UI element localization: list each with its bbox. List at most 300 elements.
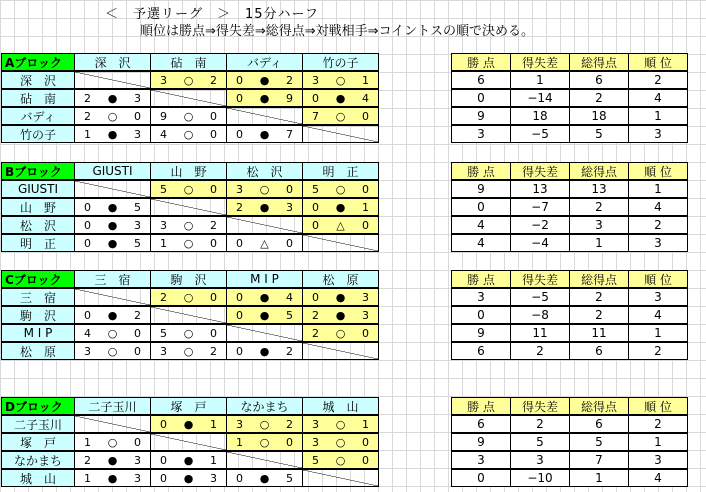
result-cell	[302, 433, 379, 451]
standings-value: 4	[451, 234, 511, 252]
score: 3	[134, 453, 141, 467]
score: 0	[134, 326, 141, 340]
result-cell	[302, 324, 379, 342]
score: 3	[312, 435, 319, 449]
standings-row	[452, 199, 690, 217]
result-mark: ●	[107, 471, 118, 485]
result-mark: ○	[335, 453, 346, 467]
standings-row	[452, 90, 690, 108]
block-1-standings	[452, 163, 690, 253]
standings-value: 1	[628, 433, 688, 451]
result-mark: ●	[259, 91, 270, 105]
result-cell	[226, 107, 303, 125]
block-header-row	[2, 163, 382, 181]
result-cell	[74, 451, 151, 469]
score: 3	[84, 344, 91, 358]
score: 0	[210, 326, 217, 340]
result-cell	[74, 216, 151, 234]
opponent-header: 深 沢	[74, 53, 151, 71]
opponent-header: M I P	[226, 270, 303, 288]
standings-value: 5	[510, 433, 570, 451]
standings-header: 順 位	[628, 162, 688, 180]
opponent-header: 砧 南	[150, 53, 227, 71]
result-cell	[226, 125, 303, 143]
standings-value: 2	[510, 415, 570, 433]
team-name: 二子玉川	[1, 415, 75, 433]
result-cell	[150, 125, 227, 143]
score: 5	[286, 471, 293, 485]
result-cell	[150, 288, 227, 306]
standings-value: 11	[569, 324, 629, 342]
team-row	[2, 199, 382, 217]
result-cell	[226, 469, 303, 487]
standings-row	[452, 325, 690, 343]
result-mark: ●	[335, 91, 346, 105]
team-row	[2, 343, 382, 361]
score: 2	[286, 73, 293, 87]
team-name: GIUSTI	[1, 180, 75, 198]
result-cell	[74, 288, 151, 306]
team-name: なかまち	[1, 451, 75, 469]
score: 1	[84, 127, 91, 141]
score: 4	[362, 91, 369, 105]
standings-header: 得失差	[510, 53, 570, 71]
team-row	[2, 126, 382, 144]
score: 2	[134, 308, 141, 322]
score: 3	[160, 218, 167, 232]
standings-value: 2	[628, 415, 688, 433]
result-mark: ●	[107, 453, 118, 467]
standings-header: 勝 点	[451, 397, 511, 415]
score: 3	[160, 73, 167, 87]
result-mark: ○	[107, 435, 118, 449]
block-3-table	[2, 398, 382, 488]
standings-value: −8	[510, 306, 570, 324]
block-header-row	[2, 271, 382, 289]
result-cell	[226, 324, 303, 342]
team-name: 駒 沢	[1, 306, 75, 324]
score: 0	[312, 200, 319, 214]
page-title: ＜ 予選リーグ ＞ 15分ハーフ	[105, 7, 319, 22]
score: 5	[160, 182, 167, 196]
standings-value: 1	[628, 180, 688, 198]
standings-row	[452, 470, 690, 488]
result-mark: △	[260, 236, 269, 250]
standings-value: 4	[628, 198, 688, 216]
score: 3	[160, 344, 167, 358]
standings-value: 7	[569, 451, 629, 469]
score: 0	[286, 236, 293, 250]
score: 2	[312, 308, 319, 322]
team-name: バディ	[1, 107, 75, 125]
standings-value: 9	[451, 433, 511, 451]
standings-header: 総得点	[569, 162, 629, 180]
result-mark: ○	[335, 417, 346, 431]
score: 0	[362, 182, 369, 196]
standings-value: 13	[510, 180, 570, 198]
score: 0	[84, 236, 91, 250]
result-cell	[226, 415, 303, 433]
result-cell	[302, 451, 379, 469]
team-name: 松 原	[1, 342, 75, 360]
standings-row	[452, 452, 690, 470]
score: 3	[362, 308, 369, 322]
result-mark: ○	[183, 290, 194, 304]
score: 2	[236, 200, 243, 214]
team-name: 明 正	[1, 234, 75, 252]
standings-header: 勝 点	[451, 162, 511, 180]
result-mark: ○	[259, 182, 270, 196]
result-cell	[226, 89, 303, 107]
score: 3	[236, 182, 243, 196]
score: 5	[312, 453, 319, 467]
score: 3	[312, 417, 319, 431]
result-mark: ●	[259, 471, 270, 485]
standings-value: 6	[451, 415, 511, 433]
score: 0	[210, 236, 217, 250]
score: 0	[236, 236, 243, 250]
standings-value: 6	[569, 342, 629, 360]
result-cell	[302, 288, 379, 306]
standings-value: 1	[510, 71, 570, 89]
team-name: 竹の子	[1, 125, 75, 143]
block-header-row	[2, 54, 382, 72]
opponent-header: 山 野	[150, 162, 227, 180]
standings-value: 2	[628, 216, 688, 234]
score: 0	[236, 344, 243, 358]
score: 2	[286, 344, 293, 358]
opponent-header: 塚 戸	[150, 397, 227, 415]
standings-row	[452, 72, 690, 90]
result-cell	[226, 451, 303, 469]
standings-header-row	[452, 271, 690, 289]
standings-value: 3	[628, 234, 688, 252]
standings-value: 4	[628, 306, 688, 324]
result-cell	[74, 125, 151, 143]
standings-value: 13	[569, 180, 629, 198]
team-row	[2, 452, 382, 470]
result-cell	[150, 198, 227, 216]
result-mark: ○	[335, 435, 346, 449]
opponent-header: 三 宿	[74, 270, 151, 288]
opponent-header: 城 山	[302, 397, 379, 415]
standings-value: 2	[569, 288, 629, 306]
standings-value: −5	[510, 288, 570, 306]
result-cell	[150, 433, 227, 451]
score: 0	[210, 182, 217, 196]
result-cell	[74, 433, 151, 451]
standings-value: 9	[451, 107, 511, 125]
team-row	[2, 434, 382, 452]
standings-header-row	[452, 398, 690, 416]
result-cell	[226, 306, 303, 324]
standings-row	[452, 181, 690, 199]
result-mark: ○	[335, 109, 346, 123]
standings-value: 3	[628, 451, 688, 469]
standings-value: 6	[451, 342, 511, 360]
team-name: 塚 戸	[1, 433, 75, 451]
standings-header: 順 位	[628, 270, 688, 288]
result-mark: ●	[107, 218, 118, 232]
score: 3	[134, 127, 141, 141]
standings-value: 2	[569, 89, 629, 107]
result-cell	[150, 180, 227, 198]
result-mark: ○	[259, 435, 270, 449]
score: 0	[160, 453, 167, 467]
score: 0	[134, 344, 141, 358]
team-name: 山 野	[1, 198, 75, 216]
standings-row	[452, 434, 690, 452]
team-row	[2, 289, 382, 307]
result-mark: ○	[335, 73, 346, 87]
opponent-header: GIUSTI	[74, 162, 151, 180]
opponent-header: 竹の子	[302, 53, 379, 71]
standings-value: 5	[569, 125, 629, 143]
team-name: M I P	[1, 324, 75, 342]
score: 0	[362, 218, 369, 232]
score: 3	[362, 290, 369, 304]
score: 0	[312, 91, 319, 105]
result-cell	[226, 180, 303, 198]
result-mark: ●	[335, 290, 346, 304]
result-cell	[150, 234, 227, 252]
score: 0	[160, 471, 167, 485]
result-mark: ○	[335, 326, 346, 340]
result-mark: ○	[183, 73, 194, 87]
score: 3	[134, 218, 141, 232]
score: 2	[210, 73, 217, 87]
standings-value: 1	[569, 469, 629, 487]
standings-header: 得失差	[510, 270, 570, 288]
team-row	[2, 72, 382, 90]
standings-value: 4	[628, 469, 688, 487]
result-mark: ●	[259, 73, 270, 87]
score: 0	[362, 435, 369, 449]
opponent-header: なかまち	[226, 397, 303, 415]
score: 3	[134, 471, 141, 485]
standings-row	[452, 235, 690, 253]
standings-value: 18	[569, 107, 629, 125]
opponent-header: 松 原	[302, 270, 379, 288]
block-2-standings	[452, 271, 690, 361]
score: 7	[312, 109, 319, 123]
result-cell	[74, 324, 151, 342]
score: 0	[236, 73, 243, 87]
team-row	[2, 108, 382, 126]
standings-value: −5	[510, 125, 570, 143]
standings-value: 9	[451, 180, 511, 198]
standings-value: 0	[451, 89, 511, 107]
team-name: 三 宿	[1, 288, 75, 306]
result-mark: ●	[107, 91, 118, 105]
result-mark: ○	[183, 218, 194, 232]
standings-row	[452, 126, 690, 144]
score: 1	[84, 435, 91, 449]
score: 0	[236, 290, 243, 304]
result-cell	[150, 107, 227, 125]
standings-value: 0	[451, 198, 511, 216]
result-mark: ●	[259, 127, 270, 141]
score: 0	[362, 109, 369, 123]
result-cell	[150, 324, 227, 342]
opponent-header: バディ	[226, 53, 303, 71]
block-name: Dブロック	[1, 397, 75, 415]
result-cell	[302, 216, 379, 234]
score: 3	[286, 200, 293, 214]
result-cell	[150, 342, 227, 360]
score: 2	[84, 91, 91, 105]
result-cell	[74, 234, 151, 252]
standings-value: 4	[451, 216, 511, 234]
standings-header: 得失差	[510, 397, 570, 415]
result-cell	[302, 198, 379, 216]
score: 0	[84, 200, 91, 214]
standings-row	[452, 289, 690, 307]
result-mark: ○	[183, 326, 194, 340]
standings-value: 3	[451, 125, 511, 143]
result-cell	[150, 71, 227, 89]
standings-value: 2	[510, 342, 570, 360]
score: 2	[84, 453, 91, 467]
result-mark: ●	[107, 200, 118, 214]
score: 0	[236, 471, 243, 485]
result-cell	[226, 198, 303, 216]
score: 2	[84, 109, 91, 123]
result-mark: ○	[107, 326, 118, 340]
score: 0	[286, 435, 293, 449]
block-name: Aブロック	[1, 53, 75, 71]
score: 0	[362, 326, 369, 340]
score: 4	[160, 127, 167, 141]
result-cell	[150, 306, 227, 324]
standings-value: 2	[628, 71, 688, 89]
result-mark: ○	[183, 109, 194, 123]
score: 3	[134, 91, 141, 105]
score: 0	[286, 182, 293, 196]
result-cell	[302, 234, 379, 252]
standings-value: 1	[569, 234, 629, 252]
standings-header: 総得点	[569, 270, 629, 288]
score: 0	[210, 109, 217, 123]
block-0-table	[2, 54, 382, 144]
standings-value: −7	[510, 198, 570, 216]
score: 0	[362, 453, 369, 467]
score: 5	[134, 236, 141, 250]
standings-header: 総得点	[569, 53, 629, 71]
result-mark: ●	[183, 471, 194, 485]
score: 0	[236, 91, 243, 105]
score: 2	[312, 326, 319, 340]
team-row	[2, 325, 382, 343]
score: 1	[84, 471, 91, 485]
result-cell	[74, 198, 151, 216]
result-mark: ●	[259, 200, 270, 214]
standings-value: −10	[510, 469, 570, 487]
result-cell	[226, 433, 303, 451]
result-cell	[74, 306, 151, 324]
standings-header: 勝 点	[451, 270, 511, 288]
score: 9	[286, 91, 293, 105]
standings-row	[452, 343, 690, 361]
block-name: Cブロック	[1, 270, 75, 288]
result-mark: ○	[183, 182, 194, 196]
standings-value: 3	[628, 125, 688, 143]
result-mark: ●	[107, 308, 118, 322]
team-name: 砧 南	[1, 89, 75, 107]
standings-value: 3	[510, 451, 570, 469]
result-mark: ○	[259, 417, 270, 431]
score: 7	[286, 127, 293, 141]
result-cell	[74, 415, 151, 433]
score: 3	[210, 471, 217, 485]
result-cell	[74, 342, 151, 360]
result-cell	[302, 125, 379, 143]
opponent-header: 明 正	[302, 162, 379, 180]
block-0-standings	[452, 54, 690, 144]
score: 5	[134, 200, 141, 214]
score: 1	[236, 435, 243, 449]
standings-row	[452, 108, 690, 126]
result-cell	[150, 89, 227, 107]
result-mark: ●	[335, 200, 346, 214]
block-header-row	[2, 398, 382, 416]
result-mark: ●	[107, 236, 118, 250]
score: 0	[210, 127, 217, 141]
standings-value: 1	[628, 324, 688, 342]
result-mark: ○	[335, 182, 346, 196]
standings-header: 勝 点	[451, 53, 511, 71]
score: 5	[312, 182, 319, 196]
standings-value: 9	[451, 324, 511, 342]
standings-value: 2	[628, 342, 688, 360]
team-row	[2, 307, 382, 325]
result-cell	[302, 107, 379, 125]
team-row	[2, 181, 382, 199]
standings-value: 3	[628, 288, 688, 306]
result-cell	[150, 469, 227, 487]
standings-value: 6	[451, 71, 511, 89]
result-mark: ●	[335, 308, 346, 322]
block-2-table	[2, 271, 382, 361]
score: 2	[210, 344, 217, 358]
score: 0	[312, 218, 319, 232]
opponent-header: 二子玉川	[74, 397, 151, 415]
score: 4	[286, 290, 293, 304]
result-mark: ●	[259, 308, 270, 322]
score: 9	[160, 109, 167, 123]
standings-header: 得失差	[510, 162, 570, 180]
score: 0	[236, 127, 243, 141]
block-1-table	[2, 163, 382, 253]
standings-header: 順 位	[628, 53, 688, 71]
score: 1	[160, 236, 167, 250]
standings-value: 11	[510, 324, 570, 342]
score: 0	[84, 308, 91, 322]
team-name: 深 沢	[1, 71, 75, 89]
score: 5	[286, 308, 293, 322]
score: 5	[160, 326, 167, 340]
result-cell	[74, 89, 151, 107]
score: 0	[210, 290, 217, 304]
team-row	[2, 470, 382, 488]
team-name: 城 山	[1, 469, 75, 487]
result-cell	[226, 71, 303, 89]
score: 0	[312, 290, 319, 304]
score: 0	[84, 218, 91, 232]
score: 1	[210, 453, 217, 467]
standings-header-row	[452, 163, 690, 181]
opponent-header: 駒 沢	[150, 270, 227, 288]
